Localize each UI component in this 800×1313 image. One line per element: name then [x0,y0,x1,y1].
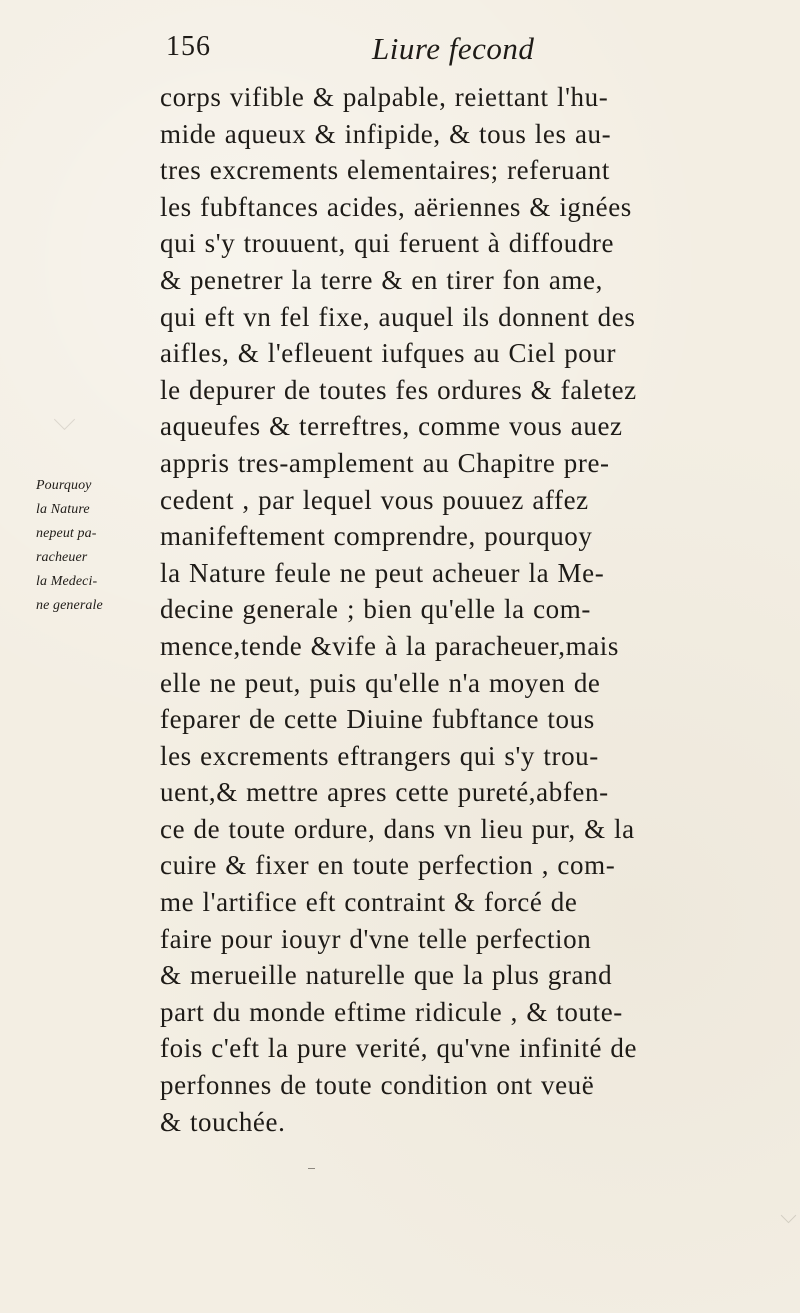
text-line: mence,tende &vife à la paracheuer,mais [160,630,619,661]
text-line: corps vifible & palpable, reiettant l'hu- [160,82,609,112]
paper-mark [781,1208,797,1224]
margin-note-line: nepeut pa- [36,526,97,541]
text-line: le depurer de toutes fes ordures & faletez [160,374,637,405]
text-line: decine generale ; bien qu'elle la com- [160,594,591,625]
margin-note [36,474,154,618]
text-line: & merueille naturelle que la plus grand [160,960,613,991]
page-header [0,0,800,80]
text-line: tres excrements elementaires; referuant [160,155,610,186]
margin-note-line: la Medeci- [36,574,98,589]
paper-mark [54,409,75,430]
text-line: cuire & fixer en toute perfection , com- [160,850,616,881]
text-line: & touchée. [160,1106,286,1137]
page-number: 156 [166,31,211,62]
text-line: elle ne peut, puis qu'elle n'a moyen de [160,667,601,698]
text-line: part du monde eftime ridicule , & toute- [160,996,623,1027]
body-text [160,79,744,1140]
margin-note-line: ne generale [36,598,103,613]
text-line: manifeftement comprendre, pourquoy [160,521,593,552]
text-line: mide aqueux & infipide, & tous les au- [160,118,612,149]
text-line: & penetrer la terre & en tirer fon ame, [160,264,603,295]
text-line: me l'artifice eft contraint & forcé de [160,887,578,918]
text-line: appris tres-amplement au Chapitre pre- [160,447,610,478]
text-line: les excrements eftrangers qui s'y trou- [160,740,599,771]
running-head: Liure fecond [372,31,535,66]
text-line: qui eft vn fel fixe, auquel ils donnent des [160,301,636,332]
text-line: aqueufes & terreftres, comme vous auez [160,411,623,442]
text-line: qui s'y trouuent, qui feruent à diffoudre [160,228,615,259]
text-line: cedent , par lequel vous pouuez affez [160,484,589,515]
margin-note-line: Pourquoy [36,478,92,493]
text-line: fois c'eft la pure verité, qu'vne infinité de [160,1033,638,1064]
text-line: uent,& mettre apres cette pureté,abfen- [160,777,609,808]
text-line: les fubftances acides, aëriennes & ignées [160,191,632,222]
text-line: faire pour iouyr d'vne telle perfection [160,923,592,954]
text-line: feparer de cette Diuine fubftance tous [160,704,595,735]
text-line: la Nature feule ne peut acheuer la Me- [160,557,605,588]
print-mark [308,1168,315,1169]
text-line: ce de toute ordure, dans vn lieu pur, & la [160,813,635,844]
margin-note-line: racheuer [36,550,88,565]
text-line: perfonnes de toute condition ont veuë [160,1070,595,1101]
text-line: aifles, & l'efleuent iufques au Ciel pour [160,338,617,369]
margin-note-line: la Nature [36,502,90,517]
